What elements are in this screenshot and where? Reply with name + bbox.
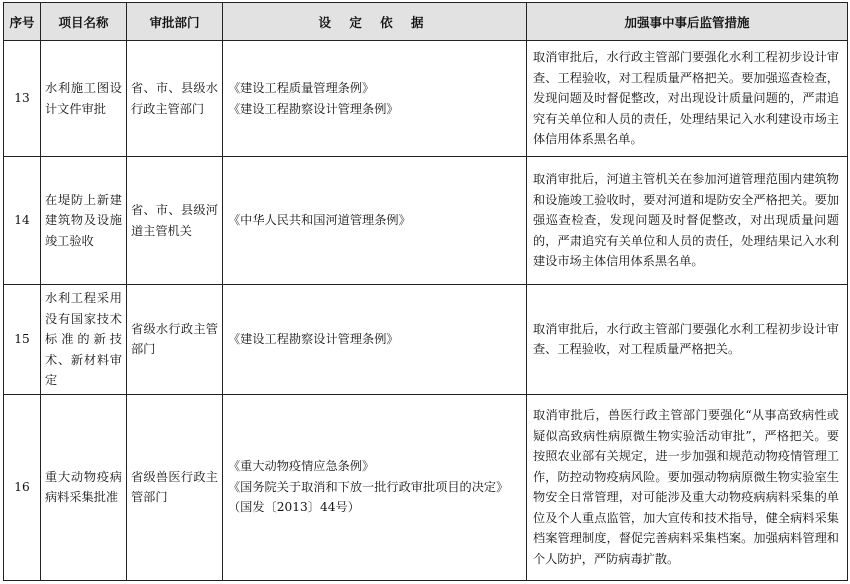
basis-line: 《建设工程质量管理条例》 bbox=[228, 81, 375, 95]
row-approval-dept: 省级兽医行政主管部门 bbox=[127, 394, 223, 580]
table-row bbox=[4, 285, 848, 395]
row-basis bbox=[223, 157, 527, 285]
basis-line: 《建设工程勘察设计管理条例》 bbox=[228, 101, 399, 116]
header-approval-dept: 审批部门 bbox=[127, 3, 223, 41]
row-measures: 取消审批后，水行政主管部门要强化水利工程初步设计审查、工程验收，对工程质量严格把关。要加强巡查检查，发现问题及时督促整改，对出现设计质量问题的，严肃追究有关单位和人员的责任，处理结果记入水利建设市场主体信用体系黑名单。 bbox=[527, 41, 848, 157]
row-approval-dept: 省、市、县级河道主管机关 bbox=[127, 157, 223, 285]
row-measures: 取消审批后，水行政主管部门要强化水利工程初步设计审查、工程验收，对工程质量严格把关。 bbox=[527, 285, 848, 395]
row-measures: 取消审批后，河道主管机关在参加河道管理范围内建筑物和设施竣工验收时，要对河道和堤防安全严格把关。要加强巡查检查，发现问题及时督促整改，对出现质量问题的，严肃追究有关单位和人员的责任，处理结果记入水利建设市场主体信用体系黑名单。 bbox=[527, 157, 848, 285]
header-basis: 设 定 依 据 bbox=[223, 3, 527, 41]
row-no: 16 bbox=[4, 394, 41, 580]
table-row bbox=[4, 157, 848, 285]
approval-items-table bbox=[3, 2, 848, 581]
row-approval-dept: 省级水行政主管部门 bbox=[127, 285, 223, 395]
row-approval-dept: 省、市、县级水行政主管部门 bbox=[127, 41, 223, 157]
header-no: 序号 bbox=[4, 3, 41, 41]
table-header-row bbox=[4, 3, 848, 41]
row-no: 14 bbox=[4, 157, 41, 285]
row-no: 15 bbox=[4, 285, 41, 395]
row-basis bbox=[223, 394, 527, 580]
basis-line: 《中华人民共和国河道管理条例》 bbox=[228, 213, 411, 228]
row-item-name: 在堤防上新建建筑物及设施竣工验收 bbox=[41, 157, 127, 285]
row-no: 13 bbox=[4, 41, 41, 157]
row-item-name: 重大动物疫病病料采集批准 bbox=[41, 394, 127, 580]
document-page bbox=[3, 2, 847, 581]
row-basis bbox=[223, 41, 527, 157]
basis-line: 《重大动物疫情应急条例》 bbox=[228, 459, 375, 474]
header-item-name: 项目名称 bbox=[41, 3, 127, 41]
table-row bbox=[4, 394, 848, 580]
row-item-name: 水利施工图设计文件审批 bbox=[41, 41, 127, 157]
basis-line: 《国务院关于取消和下放一批行政审批项目的决定》 bbox=[228, 479, 509, 494]
basis-line: 《建设工程勘察设计管理条例》 bbox=[228, 332, 399, 346]
header-measures: 加强事中事后监管措施 bbox=[527, 3, 848, 41]
row-measures: 取消审批后，兽医行政主管部门要强化“从事高致病性或疑似高致病性病原微生物实验活动审批”，严格把关。要按照农业部有关规定，进一步加强和规范动物疫情管理工作，防控动物疫病风险。要加强动物病原微生物实验室生物安全日常管理，对可能涉及重大动物疫病病料采集的单位及个人重点监管，加大宣传和技术指导，健全病料采集档案管理制度，督促完善病料采集档案。加强病料管理和个人防护，严防病毒扩散。 bbox=[527, 394, 848, 580]
table-row bbox=[4, 41, 848, 157]
row-item-name: 水利工程采用没有国家技术标准的新技术、新材料审定 bbox=[41, 285, 127, 395]
basis-line: （国发〔2013〕44号） bbox=[228, 500, 360, 515]
row-basis bbox=[223, 285, 527, 395]
